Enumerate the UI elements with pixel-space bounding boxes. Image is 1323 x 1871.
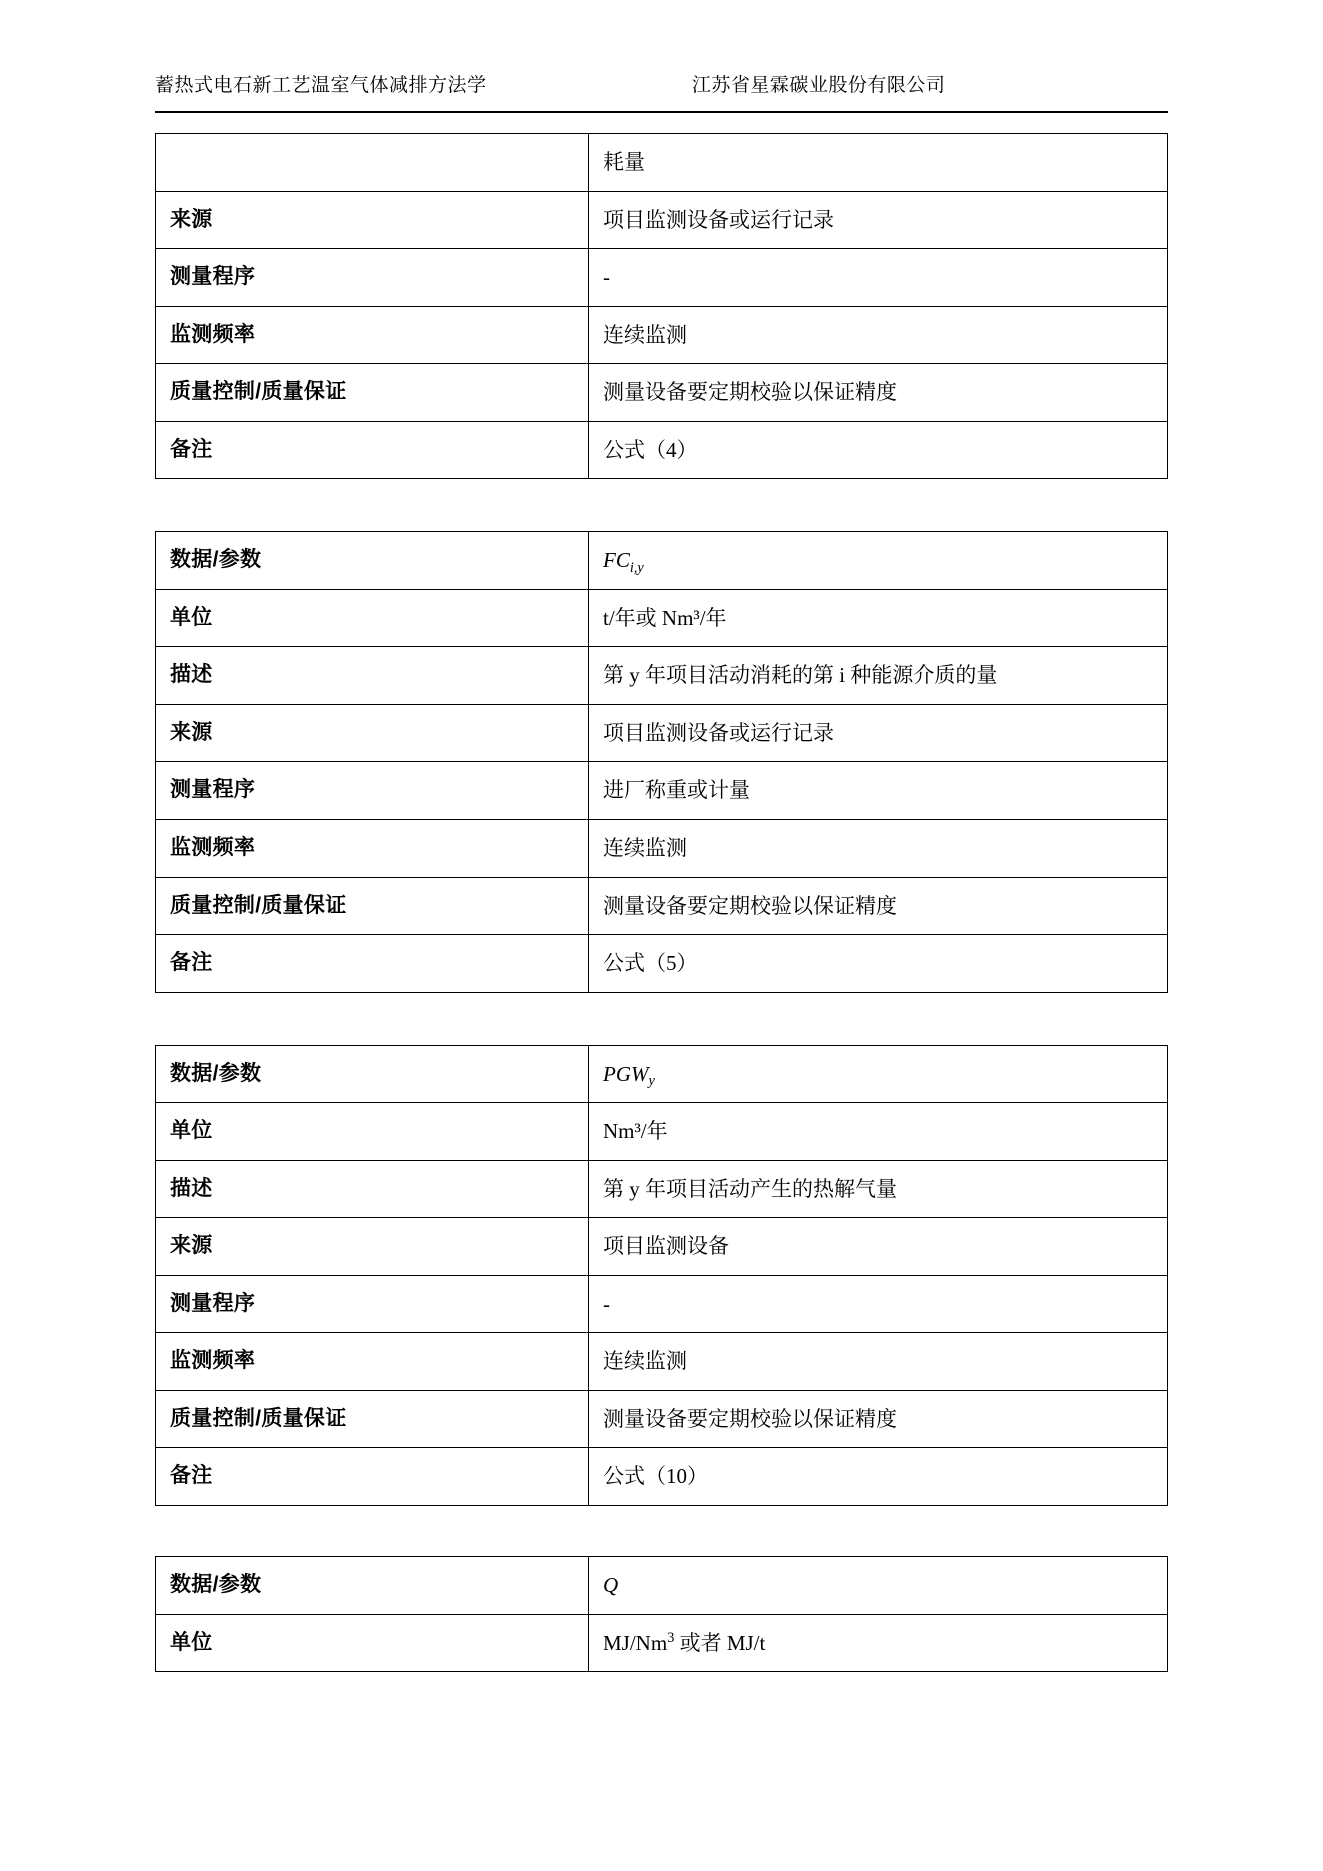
table-row [156, 1275, 1168, 1333]
page-header [155, 70, 1168, 113]
table-row [156, 364, 1168, 422]
row-value: 公式（10） [589, 1448, 1168, 1506]
row-value: 测量设备要定期校验以保证精度 [589, 877, 1168, 935]
table-row [156, 820, 1168, 878]
row-value: 第 y 年项目活动产生的热解气量 [589, 1160, 1168, 1218]
row-label: 描述 [156, 647, 589, 705]
table-row [156, 1390, 1168, 1448]
row-label: 备注 [156, 935, 589, 993]
row-value: 连续监测 [589, 820, 1168, 878]
row-label: 数据/参数 [156, 1557, 589, 1615]
row-label: 监测频率 [156, 820, 589, 878]
table-row [156, 306, 1168, 364]
table-row [156, 1160, 1168, 1218]
table-row [156, 1333, 1168, 1391]
row-label: 测量程序 [156, 249, 589, 307]
row-value: - [589, 249, 1168, 307]
row-value: 项目监测设备或运行记录 [589, 191, 1168, 249]
row-label: 监测频率 [156, 306, 589, 364]
table-row [156, 1218, 1168, 1276]
header-right-title: 江苏省星霖碳业股份有限公司 [691, 75, 946, 96]
table-row [156, 1448, 1168, 1506]
row-value: 测量设备要定期校验以保证精度 [589, 1390, 1168, 1448]
row-value: 第 y 年项目活动消耗的第 i 种能源介质的量 [589, 647, 1168, 705]
table-row [156, 249, 1168, 307]
row-value-formula: $PGW_y$ [589, 1045, 1168, 1103]
table-row [156, 762, 1168, 820]
row-value-formula: $FC_{i,y}$ [589, 532, 1168, 590]
row-label: 监测频率 [156, 1333, 589, 1391]
table-row [156, 191, 1168, 249]
parameter-table-pgw [155, 1045, 1168, 1506]
row-label: 来源 [156, 191, 589, 249]
table-row [156, 935, 1168, 993]
row-label: 质量控制/质量保证 [156, 1390, 589, 1448]
header-left-title: 蓄热式电石新工艺温室气体减排方法学 [155, 75, 487, 96]
table-row [156, 877, 1168, 935]
row-value: 耗量 [589, 134, 1168, 192]
row-value: Nm³/年 [589, 1103, 1168, 1161]
row-value-unit: MJ/Nm$^3$ 或者 MJ/t [589, 1614, 1168, 1672]
row-label: 单位 [156, 1614, 589, 1672]
row-label: 来源 [156, 704, 589, 762]
row-label: 描述 [156, 1160, 589, 1218]
row-label: 来源 [156, 1218, 589, 1276]
table-row [156, 1614, 1168, 1672]
table-gap [155, 993, 1168, 1045]
row-value-formula: Q [589, 1557, 1168, 1615]
row-value: 公式（5） [589, 935, 1168, 993]
table-row [156, 704, 1168, 762]
row-value: 测量设备要定期校验以保证精度 [589, 364, 1168, 422]
row-label: 测量程序 [156, 1275, 589, 1333]
table-row [156, 134, 1168, 192]
table-row [156, 1045, 1168, 1103]
row-label: 备注 [156, 421, 589, 479]
parameter-table-q [155, 1556, 1168, 1672]
row-value: 连续监测 [589, 1333, 1168, 1391]
row-value: 连续监测 [589, 306, 1168, 364]
row-label: 质量控制/质量保证 [156, 877, 589, 935]
table-row [156, 421, 1168, 479]
row-value: 公式（4） [589, 421, 1168, 479]
row-label: 质量控制/质量保证 [156, 364, 589, 422]
row-value: 进厂称重或计量 [589, 762, 1168, 820]
table-row [156, 647, 1168, 705]
table-row [156, 1557, 1168, 1615]
table-gap [155, 1506, 1168, 1556]
row-label: 单位 [156, 589, 589, 647]
table-gap [155, 479, 1168, 531]
row-label [156, 134, 589, 192]
row-value: 项目监测设备 [589, 1218, 1168, 1276]
row-label: 测量程序 [156, 762, 589, 820]
row-label: 备注 [156, 1448, 589, 1506]
table-row [156, 532, 1168, 590]
table-row [156, 1103, 1168, 1161]
parameter-table-fc [155, 531, 1168, 992]
row-label: 单位 [156, 1103, 589, 1161]
row-value: 项目监测设备或运行记录 [589, 704, 1168, 762]
row-value: - [589, 1275, 1168, 1333]
table-row [156, 589, 1168, 647]
parameter-table-continued [155, 133, 1168, 479]
row-value: t/年或 Nm³/年 [589, 589, 1168, 647]
row-label: 数据/参数 [156, 1045, 589, 1103]
row-label: 数据/参数 [156, 532, 589, 590]
